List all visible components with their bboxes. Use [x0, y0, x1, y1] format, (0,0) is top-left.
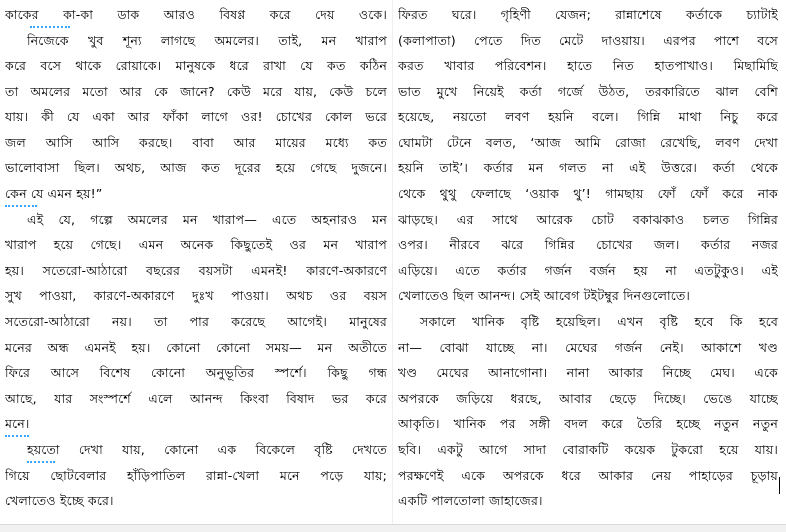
- text-line: ওপর। নীরবে ঝরে গিন্নির চোখের জল। কর্তার নজর: [398, 237, 778, 252]
- text-line: সুখ পাওয়া, কারণে-অকারণে দুঃখ পাওয়া। অথচ ওর বয়স: [5, 288, 387, 303]
- text-line: মনের অন্ধ এমনই হয়। কোনো কোনো সময়— মন অতীতে: [5, 340, 387, 355]
- text-line: ঝাড়ছে। এর সাথে আরেক চোট বকাঝকাও চলত গিন্নির: [398, 212, 778, 227]
- spellcheck-underline: [30, 23, 70, 28]
- spellcheck-underline: [27, 458, 55, 463]
- text-line: না— বোঝা যাচ্ছে না। মেঘের গর্জন নেই। আকাশে খণ্ড: [398, 340, 778, 355]
- text-line: কাকের কা-কা ডাক আরও বিষণ্ণ করে দেয় ওকে।: [5, 7, 387, 22]
- text-line: অপরকে জড়িয়ে ধরছে, আবার ছেড়ে দিচ্ছে। ভেঙে যাচ্ছে: [398, 391, 778, 406]
- text-line: সতেরো-আঠারো নয়। তা পার করেছে আগেই। মানুষের: [5, 314, 387, 329]
- text-line: খেলাতেও ছিল আনন্দ। সেই আবেগ টইটম্বুর দিনগুলোতে।: [398, 288, 691, 303]
- spellcheck-underline: [5, 202, 37, 207]
- text-line: আছে, যার সংস্পর্শে এলে আনন্দ কিংবা বিষাদ ভর করে: [5, 391, 387, 406]
- text-line: একটি পালতোলা জাহাজের।: [398, 493, 543, 508]
- text-line: পরক্ষণেই একে অপরকে ধরে আকার নেয় পাহাড়ের চূড়ায়: [398, 468, 778, 483]
- text-line: হয়তো দেখা যায়, কোনো এক বিকেলে বৃষ্টি দেখতে: [27, 442, 387, 457]
- text-line: সকালে খানিক বৃষ্টি হয়েছিল। এখন বৃষ্টি হবে কি হবে: [420, 314, 778, 329]
- text-line: নিজেকে খুব শূন্য লাগছে অমলের। তাই, মন খারাপ: [27, 33, 387, 48]
- text-line: করে বসে থাকে রোয়াকে। মানুষকে ধরে রাখা যে কত কঠিন: [5, 58, 387, 73]
- text-cursor: [779, 477, 780, 494]
- text-line: খারাপ হয়ে গেছে। এমন অনেক কিছুতেই ওর মন খারাপ: [5, 237, 387, 252]
- spellcheck-underline: [5, 432, 29, 437]
- column-divider: [392, 0, 393, 531]
- text-line: জল আসি আসি করছে। বাবা আর মায়ের মধ্যে কত: [5, 135, 387, 150]
- text-line: ফিরে আসে বিশেষ কোনো অনুভূতির স্পর্শে। কিছু গন্ধ: [5, 365, 387, 380]
- text-line: করত খাবার পরিবেশন। হাতে নিত হাতপাখাও। মিছামিছি: [398, 58, 778, 73]
- text-line: হয়নি তাই’। কর্তার মন গলত না এই উত্তরে। কর্তা থেকে: [398, 160, 778, 175]
- text-line: কেন যে এমন হয়!”: [5, 186, 103, 201]
- text-line: এড়িয়ে। এতে কর্তার গর্জন বর্জন হয় না এতটুকুও। এই: [398, 263, 778, 278]
- text-line: আকৃতি। খানিক পর সঙ্গী বদল করে তৈরি হচ্ছে নতুন নতুন: [398, 416, 778, 431]
- text-line: থেকে থুথু ফেলাছে ‘ওয়াক থু’! গামছায় ফোঁ ফোঁ করে নাক: [398, 186, 778, 201]
- text-line: তা অমলের মতো আর কে জানে? কেউ মরে যায়, কেউ চলে: [5, 84, 387, 99]
- text-line: ছবি। একটু আগে সাদা বোরাকটি কয়েক টুকরো হয়ে যায়।: [398, 442, 778, 457]
- text-line: খণ্ড মেঘের আনাগোনা। নানা আকার নিচ্ছে মেঘ। একে: [398, 365, 778, 380]
- text-line: ভালোবাসা ছিল। অথচ, আজ কত দূরের হয়ে গেছে দুজনে।: [5, 160, 387, 175]
- text-line: (কলাপাতা) পেতে দিত মেটে দাওয়ায়। এরপর পাশে বসে: [398, 33, 778, 48]
- text-line: যায়। কী যে একা আর ফাঁকা লাগে ওর! চোখের কোল ভরে: [5, 109, 387, 124]
- text-line: হয়। সতেরো-আঠারো বছরের বয়সটা এমনই! কারণে-অকারণে: [5, 263, 387, 278]
- text-line: হয়েছে, নয়তো লবণ হয়নি বলে। গিন্নি মাথা নিচু করে: [398, 109, 778, 124]
- text-line: খেলাতেও ইচ্ছে করে।: [5, 493, 114, 508]
- text-line: এই যে, গল্পে অমলের মন খারাপ— এতে অহনারও মন: [27, 212, 387, 227]
- text-line: মনে।: [5, 416, 30, 431]
- text-line: গিয়ে ছোটবেলার হাঁড়িপাতিল রান্না-খেলা মনে পড়ে যায়;: [5, 468, 387, 483]
- text-line: ফিরত ঘরে। গৃহিণী যেজন; রান্নাশেষে কর্তাকে চ্যাটাই: [398, 7, 778, 22]
- text-line: ঘোমটা টেনে বলত, ‘আজ আমি রোজা রেখেছি, লবণ দেখা: [398, 135, 778, 150]
- text-line: ভাত মুখে নিয়েই কর্তা গর্জে উঠত, তরকারিতে ঝাল বেশি: [398, 84, 778, 99]
